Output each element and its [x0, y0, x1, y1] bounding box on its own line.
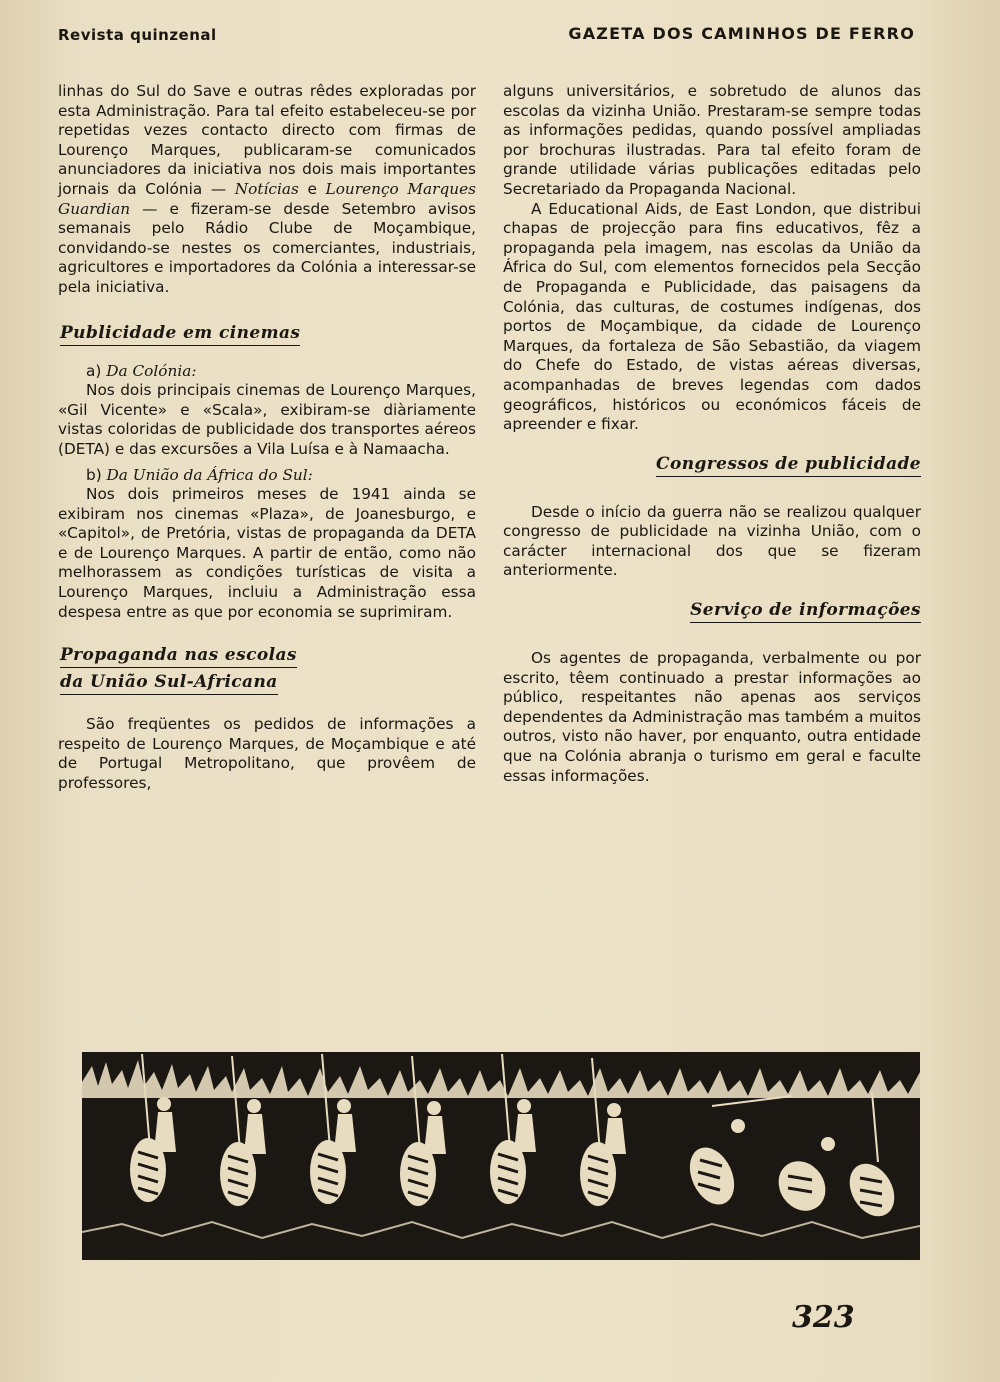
- section-heading-wrap: [503, 453, 921, 477]
- header-right: GAZETA DOS CAMINHOS DE FERRO: [568, 24, 915, 43]
- section-heading-wrap: [503, 599, 921, 623]
- section-heading-schools-line1: Propaganda nas escolas: [60, 644, 297, 668]
- paragraph: A Educational Aids, de East London, que distribui chapas de projecção para fins educativos, fêz a propaganda pela imagem, nas escolas da União da África do Sul, com elementos fornecidos pela Secção de Propaganda e Publicidade, das paisagens da Colónia, das culturas, de costumes indígenas, dos portos de Moçambique, da cidade de Lourenço Marques, da fortaleza de São Sebastião, da viagem do Chefe do Estado, de vistas aéreas diversas, acompanhadas de breves legendas com dados geográficos, históricos ou económicos fáceis de apreender e fixar.: [503, 199, 921, 434]
- subheading-prefix: a): [86, 361, 107, 380]
- section-heading-congresses: Congressos de publicidade: [656, 453, 921, 477]
- woodcut-illustration: [82, 1052, 920, 1260]
- paragraph: São freqüentes os pedidos de informações a respeito de Lourenço Marques, de Moçambique e até de Portugal Metropolitano, que provêem de professores,: [58, 715, 476, 793]
- paragraph: Os agentes de propaganda, verbalmente ou por escrito, têem continuado a prestar informações ao público, respeitantes não apenas aos serviços dependentes da Administração mas também a muitos outros, visto não haver, por enquanto, outra entidade que na Colónia abranja o turismo em geral e faculte essas informações.: [503, 649, 921, 785]
- paragraph: alguns universitários, e sobretudo de alunos das escolas da vizinha União. Prestaram-se sempre todas as informações pedidas, quando possível ampliadas por brochuras ilustradas. Para tal efeito foram de grande utilidade várias publicações editadas pelo Secretariado da Propaganda Nacional.: [503, 82, 921, 198]
- left-column: [58, 82, 476, 794]
- section-heading-wrap: [60, 644, 476, 695]
- text-run: e: [298, 179, 326, 198]
- newspaper-name: Notícias: [234, 179, 299, 198]
- subheading-title: Da Colónia:: [106, 361, 197, 380]
- subheading-prefix: b): [86, 465, 107, 484]
- paragraph: Nos dois principais cinemas de Lourenço Marques, «Gil Vicente» e «Scala», exibiram-se diàriamente vistas coloridas de publicidade dos transportes aéreos (DETA) e das excursões a Vila Luísa e à Namaacha.: [58, 381, 476, 458]
- text-run: linhas do Sul do Save e outras rêdes exploradas por esta Administração. Para tal efeito estabeleceu-se por repetidas vezes contacto directo com firmas de Lourenço Marques, publicaram-se comunicados anunciadores da iniciativa nos dois mais importantes jornais da Colónia —: [58, 82, 476, 198]
- section-heading-wrap: [60, 322, 476, 346]
- text-run: — e fizeram-se desde Setembro avisos semanais pelo Rádio Clube de Moçambique, convidando-se nestes os comerciantes, industriais, agricultores e importadores da Colónia a interessar-se pela iniciativa.: [58, 199, 476, 296]
- subheading-b: [58, 466, 476, 486]
- paragraph: Nos dois primeiros meses de 1941 ainda se exibiram nos cinemas «Plaza», de Joanesburgo, e «Capitol», de Pretória, vistas de propaganda da DETA e de Lourenço Marques. A partir de então, como não melhorassem as condições turísticas de visita a Lourenço Marques, incluiu a Administração essa despesa entre as que por economia se suprimiram.: [58, 485, 476, 621]
- subheading-title: Da União da África do Sul:: [106, 465, 313, 484]
- newspaper-name: Lourenço Marques Guardian: [58, 179, 477, 218]
- section-heading-cinemas: Publicidade em cinemas: [60, 322, 300, 346]
- section-heading-information: Serviço de informações: [690, 599, 921, 623]
- section-heading-schools-line2: da União Sul-Africana: [60, 671, 278, 695]
- subheading-a: [58, 362, 476, 382]
- paragraph: [58, 82, 476, 298]
- paragraph: Desde o início da guerra não se realizou qualquer congresso de publicidade na vizinha União, com o carácter internacional dos que se fizeram anteriormente.: [503, 502, 921, 580]
- right-column: [503, 82, 921, 786]
- header-left: Revista quinzenal: [58, 26, 217, 44]
- page-number: 323: [792, 1300, 855, 1335]
